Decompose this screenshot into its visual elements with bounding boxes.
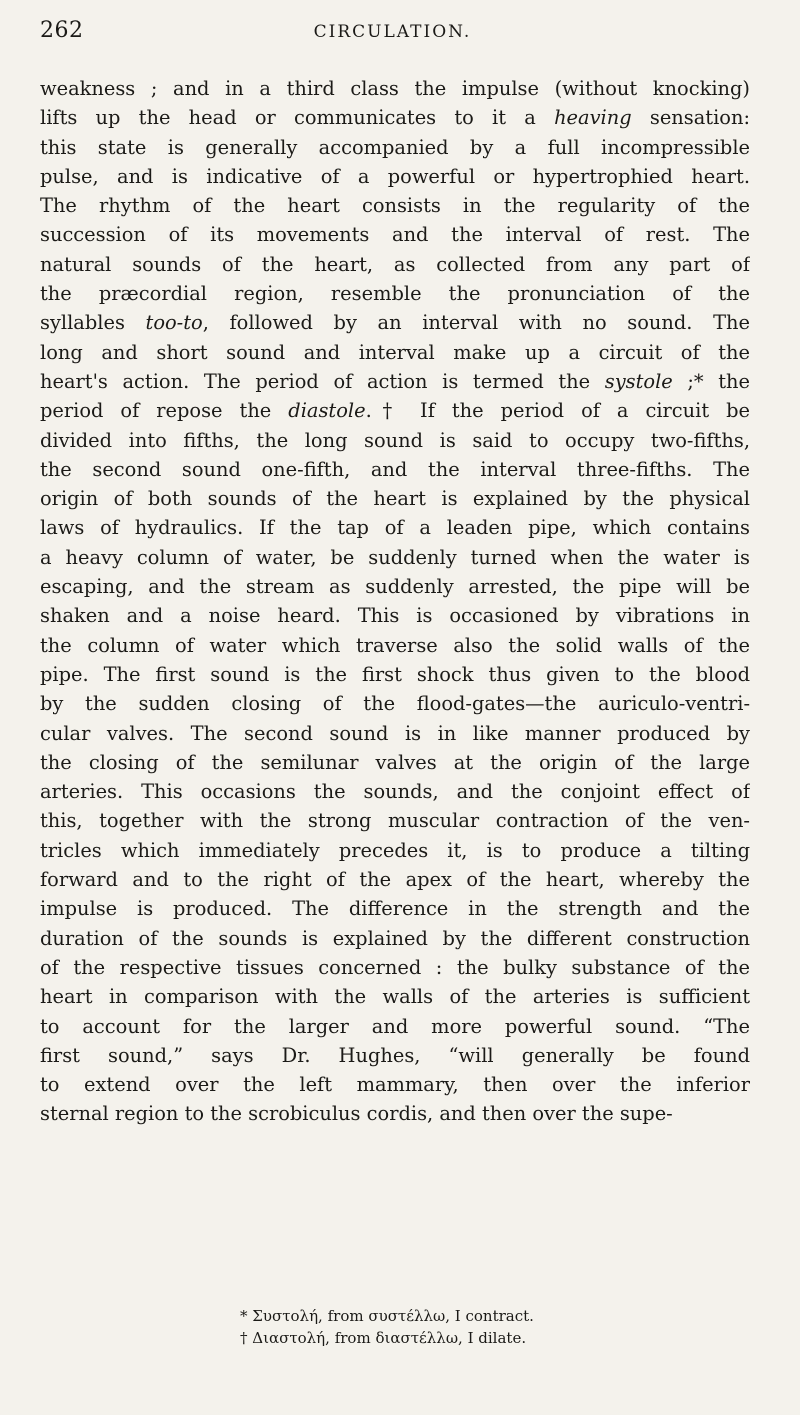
text-line: the column of water which traverse also the solid walls of the (40, 633, 750, 657)
text-line: lifts up the head or communicates to it a heaving sensation: (40, 106, 750, 130)
text-line: escaping, and the stream as suddenly arrested, the pipe will be (40, 575, 750, 599)
text-line: the second sound one-fifth, and the interval three-fifths. The (40, 457, 750, 481)
text-line: cular valves. The second sound is in like manner produced by (40, 721, 750, 745)
text-line: laws of hydraulics. If the tap of a leaden pipe, which contains (40, 516, 750, 540)
text-line: heart's action. The period of action is termed the systole ;* the (40, 369, 750, 393)
text-line: this state is generally accompanied by a full incompressible (40, 135, 750, 159)
text-line: to account for the larger and more powerful sound. “The (40, 1014, 750, 1038)
text-line: arteries. This occasions the sounds, and the conjoint effect of (40, 780, 750, 804)
footnotes (40, 1305, 750, 1349)
text-line: heart in comparison with the walls of the arteries is sufficient (40, 985, 750, 1009)
footnote-systole: * Συστολή, from συστέλλω, I contract. (240, 1307, 534, 1325)
text-line: sternal region to the scrobiculus cordis, and then over the supe- (40, 1102, 673, 1126)
text-line: pipe. The first sound is the first shock thus given to the blood (40, 662, 750, 686)
text-line: The rhythm of the heart consists in the regularity of the (40, 194, 750, 218)
text-line: by the sudden closing of the flood-gates—the auriculo-ventri- (40, 692, 750, 716)
text-line: forward and to the right of the apex of the heart, whereby the (40, 868, 750, 892)
text-line: period of repose the diastole.† If the period of a circuit be (40, 399, 750, 423)
text-line: divided into fifths, the long sound is said to occupy two-fifths, (40, 428, 750, 452)
text-line: this, together with the strong muscular contraction of the ven- (40, 809, 750, 833)
text-line: to extend over the left mammary, then over the inferior (40, 1073, 750, 1097)
text-line: impulse is produced. The difference in the strength and the (40, 897, 750, 921)
text-line: pulse, and is indicative of a powerful or hypertrophied heart. (40, 164, 750, 188)
text-line: first sound,” says Dr. Hughes, “will generally be found (40, 1043, 750, 1067)
text-line: of the respective tissues concerned : the bulky substance of the (40, 955, 750, 979)
text-line: the closing of the semilunar valves at the origin of the large (40, 750, 750, 774)
text-line: origin of both sounds of the heart is explained by the physical (40, 487, 750, 511)
text-line: natural sounds of the heart, as collected from any part of (40, 252, 750, 276)
text-line: shaken and a noise heard. This is occasioned by vibrations in (40, 604, 750, 628)
text-line: long and short sound and interval make up a circuit of the (40, 340, 750, 364)
footnote-diastole: † Διαστολή, from διαστέλλω, I dilate. (240, 1329, 527, 1347)
text-line: the præcordial region, resemble the pronunciation of the (40, 282, 750, 306)
text-line: succession of its movements and the interval of rest. The (40, 223, 750, 247)
text-line: a heavy column of water, be suddenly turned when the water is (40, 545, 750, 569)
body-text (40, 74, 750, 1129)
text-line: tricles which immediately precedes it, is to produce a tilting (40, 838, 750, 862)
running-head: CIRCULATION. (313, 22, 472, 42)
text-line: duration of the sounds is explained by the different construction (40, 926, 750, 950)
page-header (40, 18, 745, 58)
page-number: 262 (40, 18, 84, 43)
text-line: syllables too-to, followed by an interval with no sound. The (40, 311, 750, 335)
text-line: weakness ; and in a third class the impulse (without knocking) (40, 77, 750, 100)
